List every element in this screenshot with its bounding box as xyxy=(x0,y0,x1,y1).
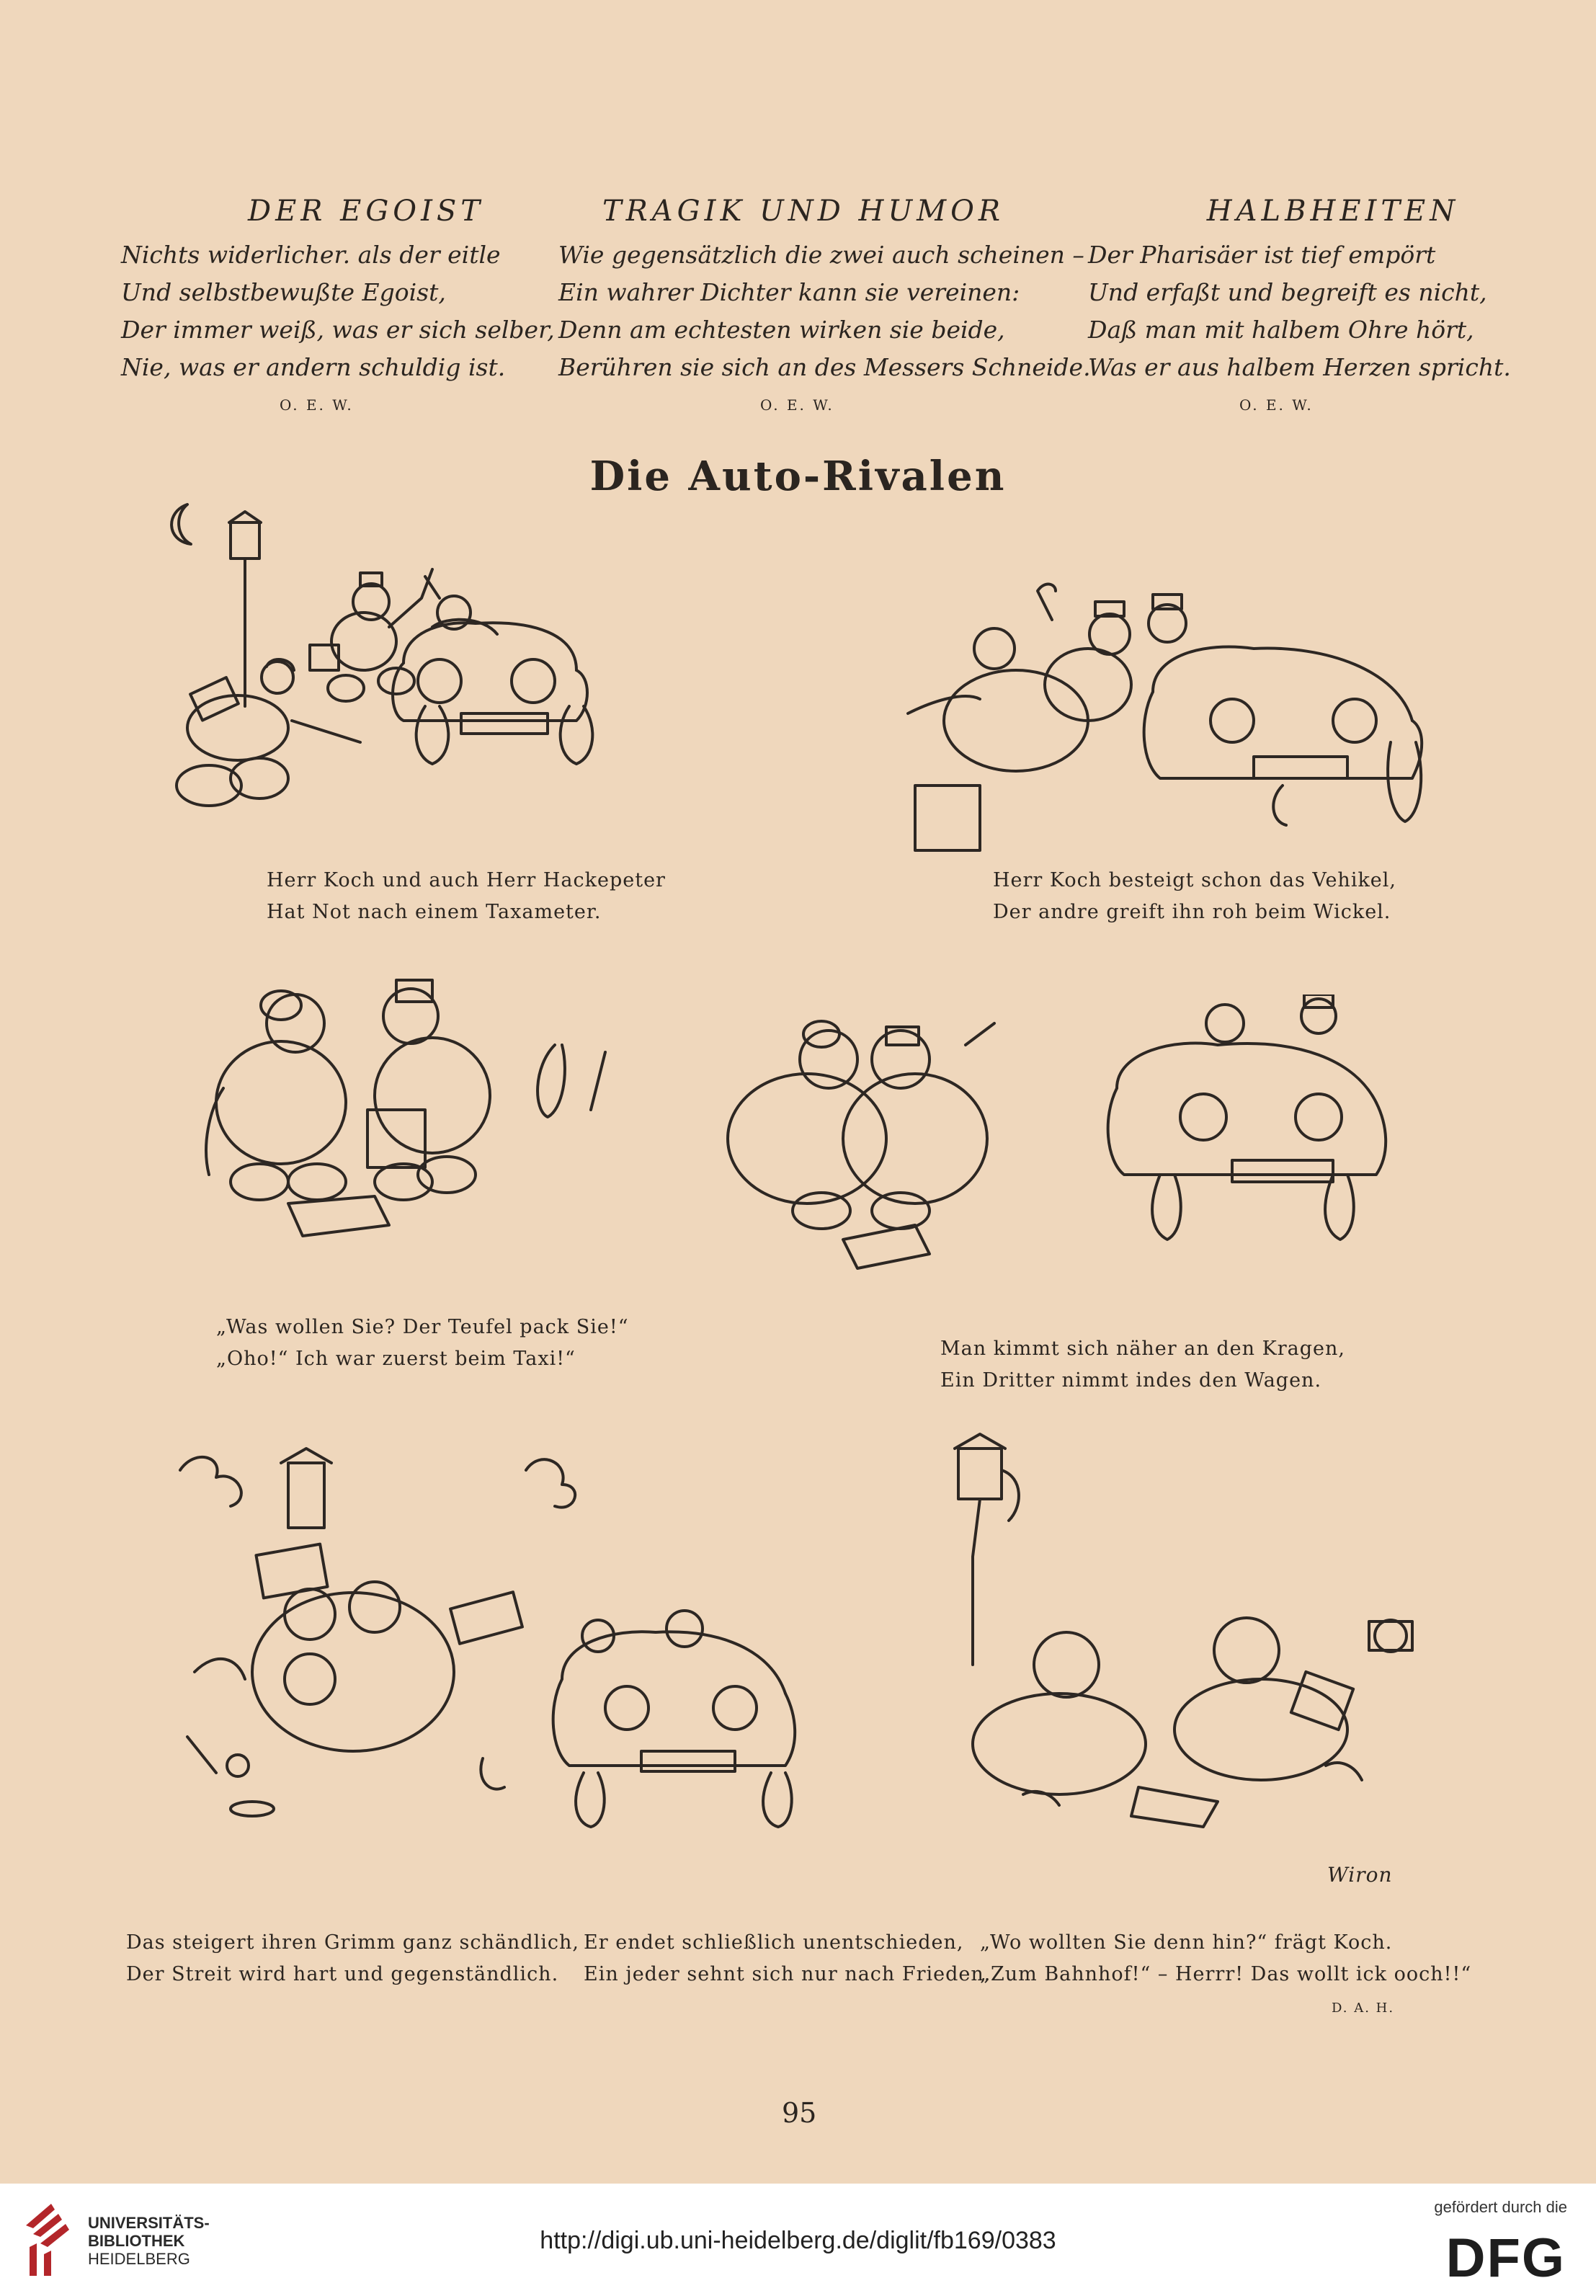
footer-bar xyxy=(0,2184,1596,2296)
panel-6-illustration xyxy=(929,1427,1477,1830)
caption-panel-7 xyxy=(980,1927,1471,1990)
caption-line: „Zum Bahnhof!“ – Herrr! Das wollt ick ooch!!“ xyxy=(980,1963,1472,1985)
poem-line: Nichts widerlicher. als der eitle xyxy=(121,241,501,269)
poem-signature: O. E. W. xyxy=(760,396,834,414)
poem-line: Was er aus halbem Herzen spricht. xyxy=(1088,353,1511,381)
caption-line: Ein Dritter nimmt indes den Wagen. xyxy=(940,1369,1322,1392)
caption-line: Der Streit wird hart und gegenständlich. xyxy=(126,1963,559,1985)
caption-line: Der andre greift ihn roh beim Wickel. xyxy=(993,901,1391,923)
comic-credit: D. A. H. xyxy=(1332,2001,1395,2016)
caption-line: Er endet schließlich unentschieden, xyxy=(584,1931,964,1954)
funding-text: gefördert durch die xyxy=(1434,2198,1567,2216)
panel-3-illustration xyxy=(130,966,648,1268)
caption-line: Man kimmt sich näher an den Kragen, xyxy=(940,1338,1345,1360)
caption-panel-3 xyxy=(216,1312,629,1375)
poem-line: Und selbstbewußte Egoist, xyxy=(121,278,446,306)
poem-line: Und erfaßt und begreift es nicht, xyxy=(1088,278,1487,306)
page-number: 95 xyxy=(782,2097,817,2129)
poem-signature: O. E. W. xyxy=(1239,396,1314,414)
poem-signature: O. E. W. xyxy=(280,396,354,414)
poem-line: Denn am echtesten wirken sie beide, xyxy=(558,316,1005,344)
panel-5-illustration xyxy=(137,1434,944,1838)
poem-der-egoist xyxy=(121,195,611,414)
poem-line: Daß man mit halbem Ohre hört, xyxy=(1088,316,1474,344)
poem-line: Nie, was er andern schuldig ist. xyxy=(121,353,506,381)
poem-line: Der Pharisäer ist tief empört xyxy=(1088,241,1436,269)
poem-halbheiten xyxy=(1088,195,1578,414)
institution-line: HEIDELBERG xyxy=(88,2250,190,2268)
institution-line: UNIVERSITÄTS- xyxy=(88,2214,210,2232)
caption-line: „Oho!“ Ich war zuerst beim Taxi!“ xyxy=(216,1348,576,1370)
panel-1-illustration xyxy=(130,490,749,850)
caption-line: Ein jeder sehnt sich nur nach Frieden. xyxy=(584,1963,991,1985)
poem-title: TRAGIK UND HUMOR xyxy=(602,195,1004,228)
caption-panel-2 xyxy=(993,865,1396,928)
panel-2-illustration xyxy=(893,577,1470,865)
comic-title: Die Auto-Rivalen xyxy=(589,453,1007,500)
poem-line: Der immer weiß, was er sich selber, xyxy=(121,316,555,344)
poem-line: Wie gegensätzlich die zwei auch scheinen – xyxy=(558,241,1084,269)
panel-4-illustration xyxy=(685,995,1477,1283)
caption-line: Herr Koch besteigt schon das Vehikel, xyxy=(993,869,1397,891)
caption-line: „Wo wollten Sie denn hin?“ frägt Koch. xyxy=(980,1931,1393,1954)
caption-panel-5 xyxy=(126,1927,579,1990)
poem-tragik-und-humor xyxy=(558,195,1091,414)
caption-line: Hat Not nach einem Taxameter. xyxy=(267,901,602,923)
poem-title: HALBHEITEN xyxy=(1206,195,1460,228)
caption-line: „Was wollen Sie? Der Teufel pack Sie!“ xyxy=(216,1316,629,1338)
poem-line: Berühren sie sich an des Messers Schneide. xyxy=(558,353,1091,381)
poem-title: DER EGOIST xyxy=(248,195,484,228)
institution-line: BIBLIOTHEK xyxy=(88,2232,185,2250)
caption-line: Herr Koch und auch Herr Hackepeter xyxy=(267,869,666,891)
document-url-link[interactable]: http://digi.ub.uni-heidelberg.de/diglit/fb169/0383 xyxy=(540,2227,1056,2254)
caption-line: Das steigert ihren Grimm ganz schändlich, xyxy=(126,1931,579,1954)
caption-panel-4 xyxy=(940,1333,1345,1397)
dfg-logo: DFG xyxy=(1445,2228,1566,2289)
poem-line: Ein wahrer Dichter kann sie vereinen: xyxy=(558,278,1020,306)
caption-panel-1 xyxy=(267,865,666,928)
artist-signature: Wiron xyxy=(1327,1863,1393,1887)
caption-panel-6 xyxy=(584,1927,991,1990)
